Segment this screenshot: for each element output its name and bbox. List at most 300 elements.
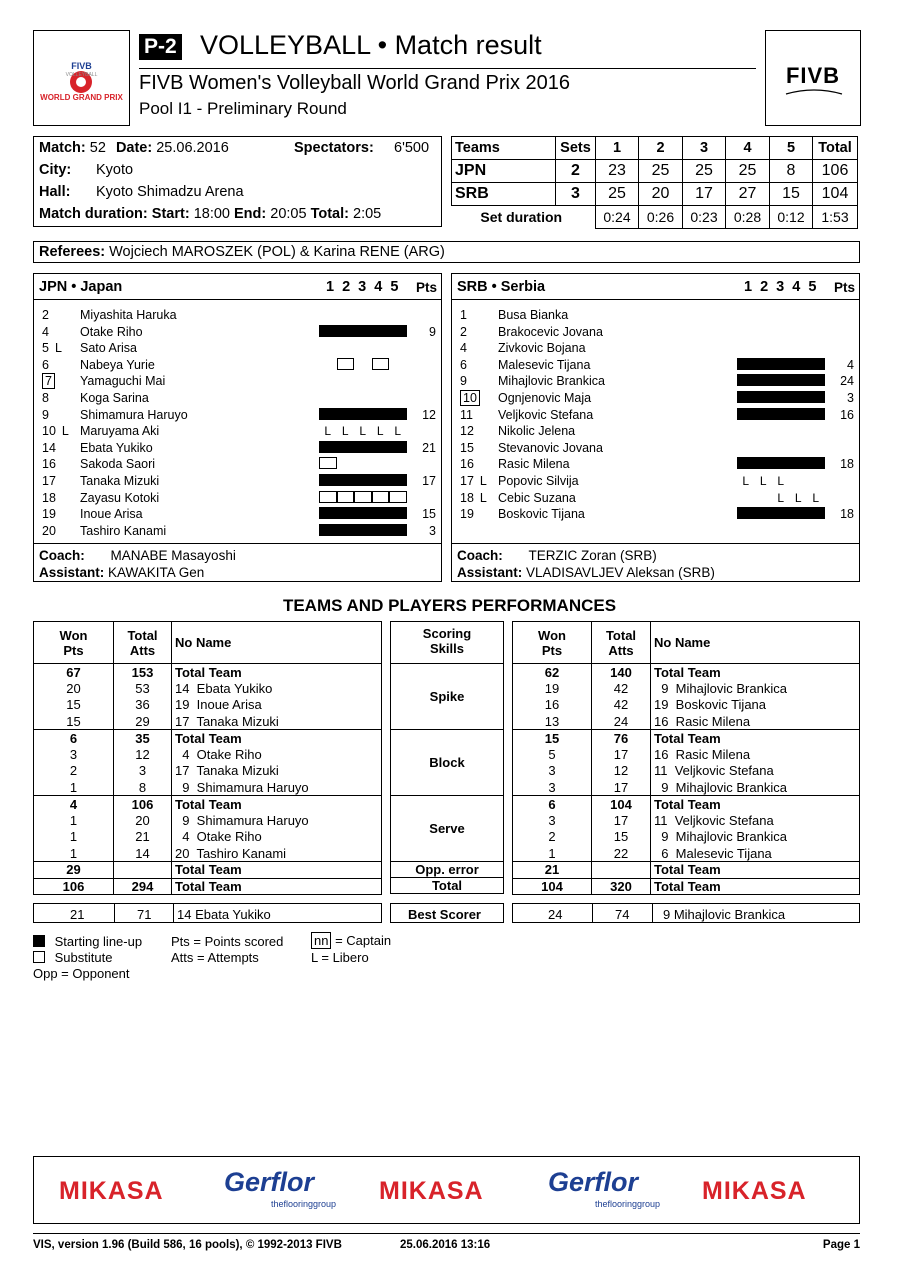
libero-flag: L [479,474,487,488]
player-row [452,408,859,425]
performance-row [34,878,382,895]
player-name: 4 Otake Riho [172,829,382,846]
fivb-logo-text: FIVB [785,63,841,88]
col-name-header: No Name [172,622,382,664]
set-mark [372,524,390,538]
set-mark [790,374,808,388]
player-name: 9 Shimamura Haruyo [172,779,382,796]
set-marks [319,358,407,372]
libero-flag: L [479,490,487,505]
player-number [42,391,82,405]
best-won: 24 [548,907,563,922]
set-mark [389,524,407,538]
set-marks [737,308,825,322]
footer-datetime: 25.06.2016 13:16 [400,1239,491,1251]
sponsor-mikasa-logo: MIKASA [379,1177,484,1205]
player-number [42,524,82,538]
player-name: Total Team [651,664,860,681]
set-mark [354,441,372,455]
player-name: Sakoda Saori [80,457,156,472]
total-attempts: 42 [592,697,651,714]
performance-row [513,878,860,895]
player-number [42,408,82,422]
score-header-set2: 2 [639,137,683,160]
starting-square-icon [737,391,755,403]
player-name: 9 Mihajlovic Brankica [651,779,860,796]
match-info-box [33,136,442,227]
starting-square-icon [372,507,390,519]
player-name: 17 Tanaka Mizuki [172,713,382,730]
starting-square-icon [790,358,808,370]
best-scorer-away [512,903,860,923]
set-mark [807,457,825,471]
performance-row [34,763,382,780]
referees-label: Referees: [39,244,106,260]
player-name: 6 Malesevic Tijana [651,845,860,862]
set-marks [737,391,825,405]
end-label: End: [234,206,267,222]
player-number-text: 11 [460,407,473,422]
player-name: 9 Mihajlovic Brankica [651,829,860,846]
player-number [42,358,82,372]
performance-row [513,763,860,780]
substitute-square-icon [389,491,407,503]
total-attempts: 320 [592,878,651,895]
skills-header: Scoring Skills [390,621,504,664]
player-points: 4 [847,357,854,372]
set-mark [354,325,372,339]
sponsor-gerflor-sub: theflooringgroup [271,1199,337,1209]
player-name: Total Team [172,796,382,813]
starting-square-icon [737,374,755,386]
set-marks [319,524,407,538]
set-mark [372,408,390,422]
player-number [460,424,500,438]
player-number [42,491,82,505]
total-time: 2:05 [353,206,382,222]
player-row [34,507,441,524]
won-points: 3 [513,812,592,829]
player-number-text: 6 [460,357,467,372]
total-attempts: 17 [592,779,651,796]
starting-square-icon [737,358,755,370]
total-attempts: 21 [114,829,172,846]
performances-title: TEAMS AND PLAYERS PERFORMANCES [282,596,617,615]
substitute-square-icon [354,491,372,503]
player-name: Total Team [172,730,382,747]
player-number-text: 19 [42,507,56,522]
starting-square-icon [790,391,808,403]
starting-square-icon [337,408,355,420]
score-team-code: JPN [452,160,556,183]
set-mark [319,507,337,521]
total-duration: 1:53 [813,206,858,229]
won-points: 3 [513,763,592,780]
score-row-away [452,183,858,206]
legend-substitute: Substitute [33,950,112,965]
player-number-text: 1 [460,308,467,322]
score-table [451,136,858,229]
best-scorer-label-box [390,903,504,923]
won-points: 1 [34,779,114,796]
player-points: 21 [422,440,436,455]
starting-square-icon [755,391,773,403]
competition-name: FIVB Women's Volleyball World Grand Prix 2016 [139,72,571,94]
set-mark [790,457,808,471]
starting-square-icon [354,441,372,453]
set-mark [337,507,355,521]
player-name: Total Team [172,664,382,681]
set-mark [319,524,337,538]
player-row [34,474,441,491]
set-marks [737,358,825,372]
captain-box: 10 [460,390,480,406]
assistant-name: VLADISAVLJEV Aleksan (SRB) [526,565,715,580]
starting-square-icon [755,408,773,420]
player-name: 9 Mihajlovic Brankica [651,680,860,697]
starting-square-icon [737,507,755,519]
player-name: 16 Rasic Milena [651,713,860,730]
score-set: 25 [596,183,639,206]
player-number [460,325,500,339]
starting-square-icon [337,441,355,453]
performance-row [513,862,860,879]
substitute-square-icon [372,491,390,503]
set-duration: 0:26 [639,206,683,229]
coach-name: TERZIC Zoran (SRB) [528,548,657,563]
player-points: 18 [840,457,854,472]
player-name: Stevanovic Jovana [498,440,603,455]
assistant-label: Assistant: [39,565,105,580]
player-number [42,474,82,488]
team-name: SRB • Serbia [457,279,546,295]
performance-row [34,812,382,829]
player-number-text: 17 [42,474,56,488]
total-attempts: 17 [592,812,651,829]
legend-libero: L = Libero [311,950,369,965]
fivb-logo [765,30,861,126]
player-number-text: 14 [42,440,56,455]
player-name: 20 Tashiro Kanami [172,845,382,862]
score-team-code: SRB [452,183,556,206]
set-mark [372,474,390,488]
performance-row [513,713,860,730]
score-set: 23 [596,160,639,183]
player-name: Boskovic Tijana [498,507,585,522]
starting-square-icon [319,325,337,337]
starting-square-icon [389,524,407,536]
player-number [460,358,500,372]
total-attempts: 53 [114,680,172,697]
captain-box: 7 [42,373,55,389]
player-number-text: 10 [42,424,56,439]
score-set: 8 [770,160,813,183]
score-sets: 2 [556,160,596,183]
total-attempts: 104 [592,796,651,813]
player-name: Tanaka Mizuki [80,474,160,488]
won-points: 13 [513,713,592,730]
starting-square-icon [354,325,372,337]
coach-name: MANABE Masayoshi [110,548,236,563]
won-points: 15 [34,713,114,730]
footer-version: VIS, version 1.96 (Build 586, 16 pools), © 1992-2013 FIVB [33,1239,342,1251]
set-mark [372,441,390,455]
player-number [460,341,500,355]
set-mark [807,391,825,405]
set-mark [755,507,773,521]
set-mark [372,358,390,372]
player-row [34,408,441,425]
starting-square-icon [790,408,808,420]
won-points: 1 [34,845,114,862]
skill-total: Total [390,877,504,894]
hall-value: Kyoto Shimadzu Arena [96,184,244,200]
player-row [34,391,441,408]
player-row [34,491,441,508]
score-set: 25 [683,160,726,183]
starting-square-icon [755,457,773,469]
player-row [34,441,441,458]
starting-square-icon [319,474,337,486]
set-mark [372,507,390,521]
won-points: 15 [34,697,114,714]
performance-table-home [33,621,382,895]
substitute-square-icon [319,457,337,469]
starting-square-icon [319,524,337,536]
player-number-text: 12 [460,424,474,439]
score-header-set5: 5 [770,137,813,160]
coach-divider [452,543,859,544]
starting-square-icon [737,457,755,469]
score-total: 106 [813,160,858,183]
player-number [42,507,82,521]
player-name: 17 Tanaka Mizuki [172,763,382,780]
duration-row [39,206,381,222]
captain-box: nn [311,932,331,949]
set-mark [755,374,773,388]
starting-square-icon [354,507,372,519]
player-number [42,341,82,355]
match-date: 25.06.2016 [156,140,229,156]
set-marks [319,507,407,521]
starting-square-icon [790,507,808,519]
player-name: 9 Shimamura Haruyo [172,812,382,829]
performance-row [513,664,860,681]
player-name: 19 Boskovic Tijana [651,697,860,714]
player-number-text: 19 [460,507,474,522]
team-roster-header [452,274,859,300]
player-name: 19 Inoue Arisa [172,697,382,714]
total-attempts [114,862,172,879]
starting-square-icon [337,524,355,536]
starting-square-icon [807,358,825,370]
footer-page: Page 1 [822,1239,860,1251]
score-set: 25 [726,160,770,183]
substitute-square-icon [319,491,337,503]
player-row [452,491,859,508]
set-mark [755,457,773,471]
set-marks [319,491,407,505]
performance-row [34,680,382,697]
set-duration: 0:12 [770,206,813,229]
set-mark [772,408,790,422]
player-name: Koga Sarina [80,391,149,405]
set-mark [737,408,755,422]
player-name: Cebic Suzana [498,490,576,505]
set-numbers: 1 2 3 4 5 [744,279,819,295]
set-mark [737,457,755,471]
starting-square-icon [807,457,825,469]
total-attempts: 20 [114,812,172,829]
world-grand-prix-logo [33,30,130,126]
substitute-square-icon [372,358,390,370]
set-marks [737,507,825,521]
sponsors-banner [33,1156,860,1224]
set-mark [354,408,372,422]
skill-serve: Serve [390,795,504,862]
set-marks [737,374,825,388]
player-row [452,474,859,491]
player-number-text: 9 [460,374,467,389]
won-points: 6 [34,730,114,747]
total-attempts [592,862,651,879]
total-attempts: 22 [592,845,651,862]
performance-row [34,796,382,813]
set-mark [790,507,808,521]
player-points: 16 [840,407,854,422]
col-atts-header: Total Atts [114,622,172,664]
won-points: 1 [34,812,114,829]
won-points: 21 [513,862,592,879]
score-header-set4: 4 [726,137,770,160]
starting-square-icon [389,474,407,486]
set-marks [737,408,825,422]
score-set: 25 [639,160,683,183]
player-number [460,408,500,422]
match-number: 52 [89,140,106,156]
player-number-text: 17 [460,474,474,488]
starting-square-icon [372,524,390,536]
performance-row [34,862,382,879]
score-header-sets: Sets [556,137,596,160]
score-set: 17 [683,183,726,206]
player-row [452,424,859,441]
assistant-row [39,565,204,580]
set-mark [372,325,390,339]
empty-square-icon [33,951,45,963]
starting-square-icon [337,474,355,486]
player-number-text: 15 [460,440,474,455]
starting-square-icon [755,358,773,370]
coach-divider [34,543,441,544]
player-number [42,374,82,388]
player-number-text: 2 [460,324,467,339]
player-points: 24 [840,374,854,389]
score-total: 104 [813,183,858,206]
set-mark [389,491,407,505]
set-marks [319,341,407,355]
player-name: 14 Ebata Yukiko [172,680,382,697]
match-label: Match: [39,140,86,156]
player-row [34,358,441,375]
date-label: Date: [115,140,153,156]
player-number-text: 5 [42,341,49,356]
set-mark: L [394,424,402,439]
starting-square-icon [807,408,825,420]
score-set: 27 [726,183,770,206]
spectators-label: Spectators: [294,140,374,156]
hall-label: Hall: [39,184,71,200]
libero-flag: L [61,424,69,439]
set-marks [319,391,407,405]
best-atts: 74 [615,907,630,922]
sponsor-gerflor-logo: Gerflor [548,1167,639,1197]
referees-box [33,241,860,263]
set-mark: L [812,490,820,505]
player-name: Total Team [172,862,382,879]
set-mark [737,391,755,405]
score-header-set1: 1 [596,137,639,160]
score-set: 15 [770,183,813,206]
starting-square-icon [372,408,390,420]
set-mark [337,474,355,488]
pts-label: Pts [833,280,855,295]
performance-body [34,664,382,895]
score-header-teams: Teams [452,137,556,160]
legend-opp: Opp = Opponent [33,966,130,981]
player-number-text: 4 [460,341,467,356]
player-number [460,474,500,488]
best-scorer-home [33,903,382,923]
performance-row [34,730,382,747]
performance-row [513,829,860,846]
total-attempts: 14 [114,845,172,862]
coach-label: Coach: [457,548,503,563]
set-mark [755,358,773,372]
set-mark [807,408,825,422]
spectators-row [294,140,374,156]
col-won-header: Won Pts [513,622,592,664]
player-row [34,308,441,325]
total-attempts: 106 [114,796,172,813]
player-number [460,441,500,455]
set-mark [354,491,372,505]
starting-square-icon [354,408,372,420]
player-name: Yamaguchi Mai [80,374,166,389]
starting-square-icon [337,325,355,337]
set-marks [737,325,825,339]
performance-row [513,779,860,796]
doc-title: VOLLEYBALL • Match result [200,30,542,60]
player-name: Miyashita Haruka [80,308,177,322]
won-points: 15 [513,730,592,747]
score-header-set3: 3 [683,137,726,160]
set-mark [807,374,825,388]
set-marks [319,457,407,471]
set-mark [737,358,755,372]
player-row [452,341,859,358]
team-name: JPN • Japan [39,279,123,295]
set-marks [737,491,825,505]
starting-square-icon [772,374,790,386]
player-number [42,441,82,455]
set-mark [337,358,355,372]
set-duration-row [452,206,858,229]
player-points: 17 [422,474,436,488]
total-attempts: 24 [592,713,651,730]
player-number-text: 8 [42,391,49,405]
set-mark [772,507,790,521]
